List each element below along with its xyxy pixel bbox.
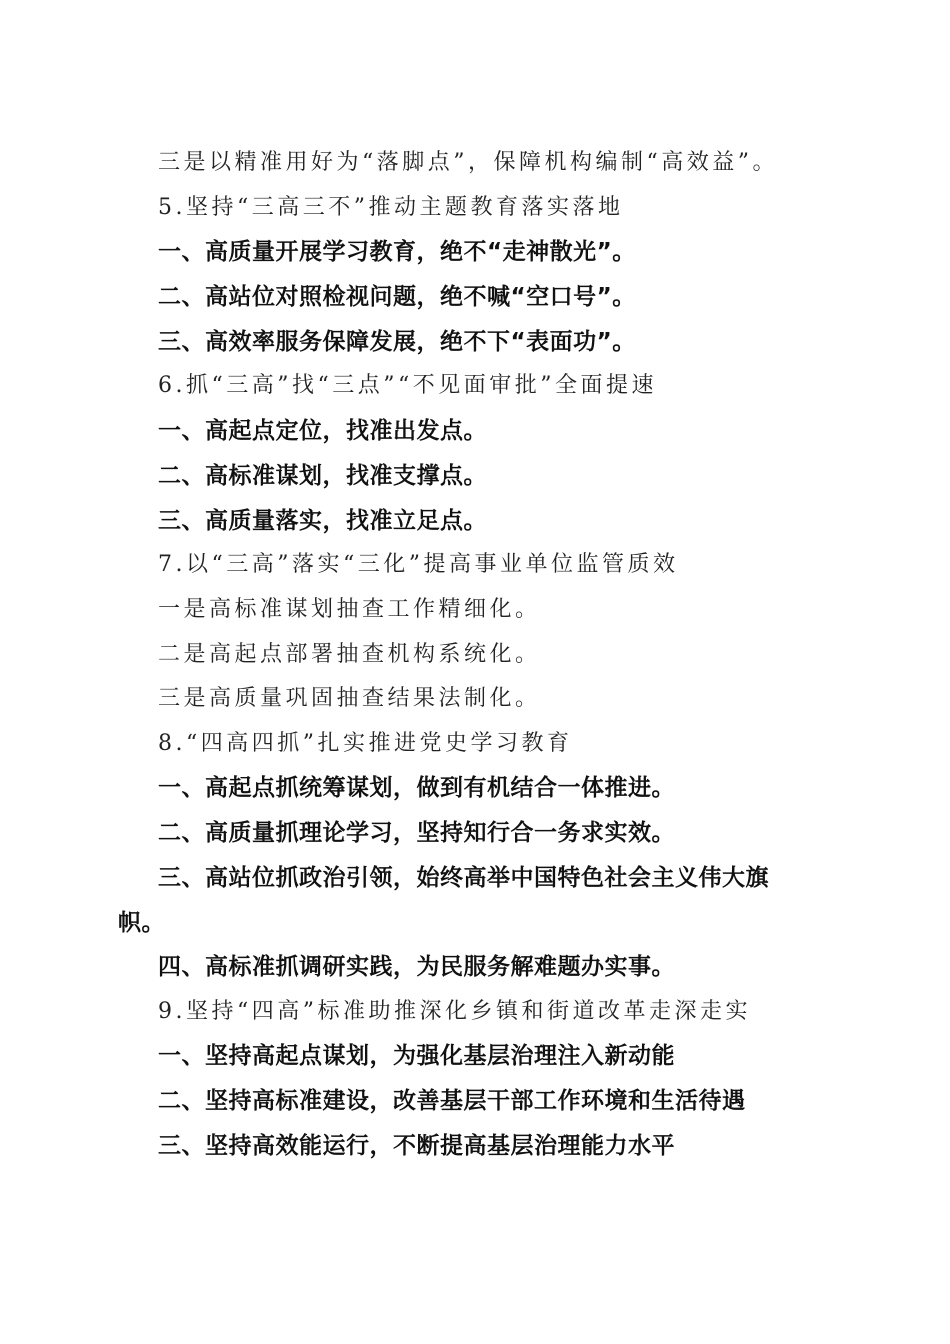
line-section5-item3: 三、高效率服务保障发展，绝不下“表面功”。 — [158, 329, 636, 355]
line-section4-item3: 三是以精准用好为“落脚点”，保障机构编制“高效益”。 — [158, 150, 778, 175]
heading-section8: 8.“四高四抓”扎实推进党史学习教育 — [158, 731, 573, 756]
heading-section7: 7.以“三高”落实“三化”提高事业单位监管质效 — [158, 552, 679, 577]
line-section7-item3: 三是高质量巩固抽查结果法制化。 — [158, 686, 541, 711]
line-section7-item2: 二是高起点部署抽查机构系统化。 — [158, 642, 541, 667]
line-section9-item3: 三、坚持高效能运行，不断提高基层治理能力水平 — [158, 1133, 675, 1159]
heading-section6: 6.抓“三高”找“三点”“不见面审批”全面提速 — [158, 373, 657, 398]
heading-section9: 9.坚持“四高”标准助推深化乡镇和街道改革走深走实 — [158, 999, 751, 1024]
line-section7-item1: 一是高标准谋划抽查工作精细化。 — [158, 597, 541, 622]
line-section8-item2: 二、高质量抓理论学习，坚持知行合一务求实效。 — [158, 820, 675, 846]
line-section5-item2: 二、高站位对照检视问题，绝不喊“空口号”。 — [158, 284, 636, 310]
line-section8-item4: 四、高标准抓调研实践，为民服务解难题办实事。 — [158, 954, 675, 980]
line-section6-item1: 一、高起点定位，找准出发点。 — [158, 418, 487, 444]
line-section6-item3: 三、高质量落实，找准立足点。 — [158, 508, 487, 534]
line-section8-item3: 三、高站位抓政治引领，始终高举中国特色社会主义伟大旗 — [158, 865, 769, 891]
line-section9-item1: 一、坚持高起点谋划，为强化基层治理注入新动能 — [158, 1043, 675, 1069]
line-section6-item2: 二、高标准谋划，找准支撑点。 — [158, 463, 487, 489]
line-section8-item3-continuation: 帜。 — [118, 910, 165, 936]
line-section8-item1: 一、高起点抓统筹谋划，做到有机结合一体推进。 — [158, 775, 675, 801]
line-section9-item2: 二、坚持高标准建设，改善基层干部工作环境和生活待遇 — [158, 1088, 746, 1114]
heading-section5: 5.坚持“三高三不”推动主题教育落实落地 — [158, 195, 624, 220]
line-section5-item1: 一、高质量开展学习教育，绝不“走神散光”。 — [158, 239, 636, 265]
